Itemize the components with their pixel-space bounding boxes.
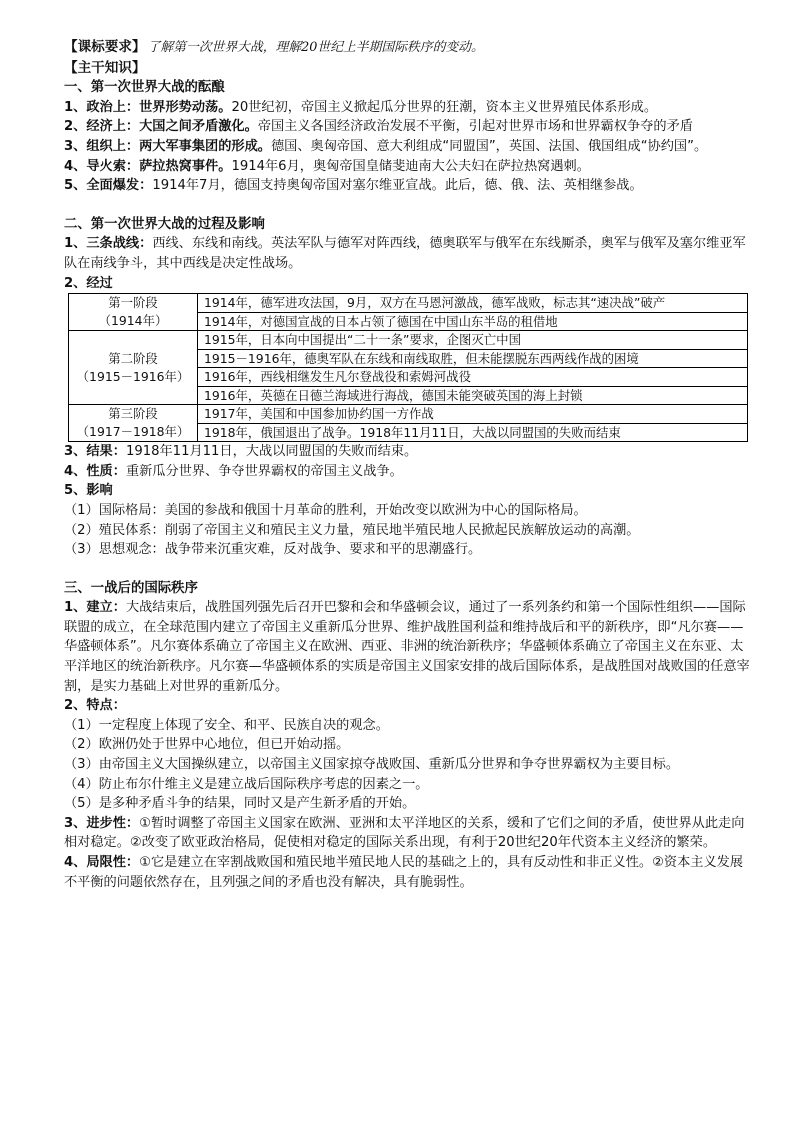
event-cell: 1916年，西线相继发生凡尔登战役和索姆河战役	[198, 368, 748, 387]
section1-title: 一、第一次世界大战的酝酿	[64, 80, 225, 96]
feature-item: （4）防止布尔什维主义是建立战后国际秩序考虑的因素之一。	[64, 776, 429, 792]
section1-item: 5、全面爆发：1914年7月，德国支持奥匈帝国对塞尔维亚宣战。此后，德、俄、法、英相继参战。	[64, 178, 643, 194]
establish-paragraph: 1、建立：大战结束后，战胜国列强先后召开巴黎和会和华盛顿会议，通过了一系列条约和第一个国际性组织——国际联盟的成立，在全球范围内建立了帝国主义重新瓜分世界、维护战胜国利益和维持战后和平的新秩序，即“凡尔赛——华盛顿体系”。凡尔赛体系确立了帝国主义在欧洲、西亚、非洲的统治新秩序；华盛顿体系确立了帝国主义在东亚、太平洋地区的统治新秩序。凡尔赛—华盛顿体系的实质是帝国主义国家安排的战后国际体系，是战胜国对战败国的任意宰割，是实力基础上对世界的重新瓜分。	[64, 600, 750, 694]
main-knowledge-title: 【主干知识】	[64, 59, 146, 76]
limits-paragraph: 4、局限性：①它是建立在宰割战败国和殖民地半殖民地人民的基础之上的，具有反动性和非正义性。②资本主义发展不平衡的问题依然存在，且列强之间的矛盾也没有解决，具有脆弱性。	[64, 855, 744, 890]
result-paragraph: 3、结果：1918年11月11日，大战以同盟国的失败而结束。	[64, 444, 418, 460]
stage-cell: 第一阶段 （1914年）	[69, 294, 198, 331]
fronts-paragraph: 1、三条战线：西线、东线和南线。英法军队与德军对阵西线，德奥联军与俄军在东线厮杀，奥军与俄军及塞尔维亚军队在南线争斗，其中西线是决定性战场。	[64, 236, 746, 271]
curriculum-requirement	[64, 38, 750, 58]
event-cell: 1916年，英德在日德兰海域进行海战，德国未能突破英国的海上封锁	[198, 386, 748, 405]
impact-item: （2）殖民体系：削弱了帝国主义和殖民主义力量，殖民地半殖民地人民掀起民族解放运动的高潮。	[64, 522, 640, 538]
process-label: 2、经过	[64, 275, 113, 291]
event-cell: 1914年，德军进攻法国，9月，双方在马恩河激战，德军战败，标志其“速决战”破产	[198, 294, 748, 313]
curriculum-text: 了解第一次世界大战，理解20世纪上半期国际秩序的变动。	[147, 40, 484, 55]
stage-cell: 第二阶段 （1915－1916年）	[69, 331, 198, 405]
features-label: 2、特点：	[64, 698, 126, 714]
section1-item: 1、政治上：世界形势动荡。20世纪初，帝国主义掀起瓜分世界的狂潮，资本主义世界殖民体系形成。	[64, 99, 658, 115]
section1-item: 3、组织上：两大军事集团的形成。德国、奥匈帝国、意大利组成“同盟国”，英国、法国、俄国组成“协约国”。	[64, 138, 708, 154]
section1-item: 2、经济上：大国之间矛盾激化。帝国主义各国经济政治发展不平衡，引起对世界市场和世界霸权争夺的矛盾	[64, 119, 693, 135]
event-cell: 1915－1916年，德奥军队在东线和南线取胜，但未能摆脱东西两线作战的困境	[198, 349, 748, 368]
war-stages-table	[68, 293, 748, 442]
table-row	[69, 405, 748, 424]
impact-item: （3）思想观念：战争带来沉重灾难，反对战争、要求和平的思潮盛行。	[64, 542, 482, 558]
table-row	[69, 331, 748, 350]
feature-item: （2）欧洲仍处于世界中心地位，但已开始动摇。	[64, 737, 350, 753]
event-cell: 1915年，日本向中国提出“二十一条”要求，企图灭亡中国	[198, 331, 748, 350]
event-cell: 1917年，美国和中国参加协约国一方作战	[198, 405, 748, 424]
section1-list	[64, 98, 750, 196]
progress-paragraph: 3、进步性：①暂时调整了帝国主义国家在欧洲、亚洲和太平洋地区的关系，缓和了它们之间的矛盾，使世界从此走向相对稳定。②改变了欧亚政治格局，促使相对稳定的国际关系出现，有利于20世纪20年代资本主义经济的繁荣。	[64, 815, 745, 851]
event-cell: 1914年，对德国宣战的日本占领了德国在中国山东半岛的租借地	[198, 312, 748, 331]
feature-item: （3）由帝国主义大国操纵建立，以帝国主义国家掠夺战败国、重新瓜分世界和争夺世界霸权为主要目标。	[64, 757, 680, 773]
section2-title: 二、第一次世界大战的过程及影响	[64, 216, 265, 232]
section1-item: 4、导火索：萨拉热窝事件。1914年6月，奥匈帝国皇储斐迪南大公夫妇在萨拉热窝遇刺。	[64, 158, 590, 174]
section3-title: 三、一战后的国际秩序	[64, 580, 198, 596]
table-row	[69, 294, 748, 313]
nature-paragraph: 4、性质：重新瓜分世界、争夺世界霸权的帝国主义战争。	[64, 463, 403, 479]
feature-item: （1）一定程度上体现了安全、和平、民族自决的观念。	[64, 717, 389, 733]
event-cell: 1918年，俄国退出了战争。1918年11月11日，大战以同盟国的失败而结束	[198, 423, 748, 442]
stage-cell: 第三阶段 （1917－1918年）	[69, 405, 198, 442]
feature-item: （5）是多种矛盾斗争的结果，同时又是产生新矛盾的开始。	[64, 796, 416, 812]
curriculum-label: 【课标要求】	[64, 39, 146, 55]
impact-item: （1）国际格局：美国的参战和俄国十月革命的胜利，开始改变以欧洲为中心的国际格局。	[64, 502, 587, 518]
impact-label: 5、影响	[64, 483, 113, 499]
